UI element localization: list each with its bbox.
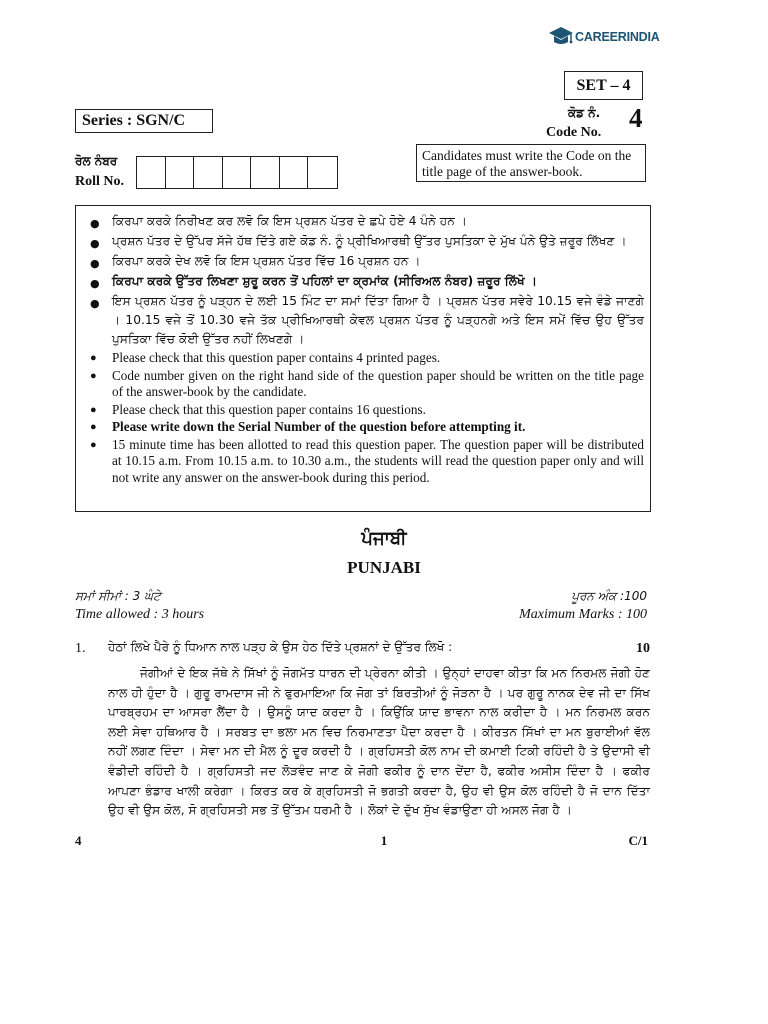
roll-label-punjabi: ਰੋਲ ਨੰਬਰ xyxy=(75,154,118,168)
instruction-item: ● 15 minute time has been allotted to read this question paper. The question paper will be distributed at 10.15 a.m. From 10.15 a.m. to 10.30 a.m., the students will read the question paper only and will not write any answer on the answer-book during this period. xyxy=(86,437,644,487)
logo-text: CAREERINDIA xyxy=(575,30,660,44)
page-number: 1 xyxy=(380,833,388,848)
roll-cell[interactable] xyxy=(308,157,337,188)
instruction-item: ● Please check that this question paper contains 16 questions. xyxy=(86,402,644,419)
instruction-item: ● ਪ੍ਰਸ਼ਨ ਪੱਤਰ ਦੇ ਉੱਪਰ ਸੱਜੇ ਹੱਥ ਦਿੱਤੇ ਗਏ ਕੋਡ ਨੰ. ਨੂੰ ਪ੍ਰੀਖਿਆਰਥੀ ਉੱਤਰ ਪੁਸਤਿਕਾ ਦੇ ਮੁੱਖ ਪੰਨੇ ਉਤੇ ਜ਼ਰੂਰ ਲਿੱਖਣ । xyxy=(86,232,644,251)
careerindia-logo xyxy=(548,24,662,50)
roll-cell[interactable] xyxy=(280,157,309,188)
roll-cell[interactable] xyxy=(137,157,166,188)
roll-cell[interactable] xyxy=(251,157,280,188)
instructions-list xyxy=(86,212,644,486)
instruction-item: ● ਇਸ ਪ੍ਰਸ਼ਨ ਪੱਤਰ ਨੂੰ ਪੜ੍ਹਨ ਦੇ ਲਈ 15 ਮਿੰਟ ਦਾ ਸਮਾਂ ਦਿੱਤਾ ਗਿਆ ਹੈ । ਪ੍ਰਸ਼ਨ ਪੱਤਰ ਸਵੇਰੇ 10.15 ਵਜੇ ਵੰਡੇ ਜਾਣਗੇ । 10.15 ਵਜੇ ਤੋਂ 10.30 ਵਜੇ ਤੱਕ ਪ੍ਰੀਖਿਆਰਥੀ ਕੇਵਲ ਪ੍ਰਸ਼ਨ ਪੱਤਰ ਨੂੰ ਪੜ੍ਹਨਗੇ ਅਤੇ ਇਸ ਸਮੇਂ ਵਿੱਚ ਉਹ ਉੱਤਰ ਪੁਸਤਿਕਾ ਵਿੱਚ ਕੋਈ ਉੱਤਰ ਨਹੀਂ ਲਿਖਣਗੇ । xyxy=(86,292,644,349)
instruction-item: ● Code number given on the right hand side of the question paper should be written on the title page of the answer-book by the candidate. xyxy=(86,368,644,401)
candidates-note: Candidates must write the Code on the title page of the answer-book. xyxy=(416,144,646,182)
roll-number-boxes[interactable] xyxy=(136,156,338,189)
max-marks-punjabi: ਪੂਰਨ ਅੰਕ :100 xyxy=(571,589,647,603)
time-allowed-punjabi: ਸਮਾਂ ਸੀਮਾਂ : 3 ਘੰਟੇ xyxy=(75,589,161,603)
instruction-item: ● ਕਿਰਪਾ ਕਰਕੇ ਨਿਰੀਖਣ ਕਰ ਲਵੋ ਕਿ ਇਸ ਪ੍ਰਸ਼ਨ ਪੱਤਰ ਦੇ ਛਪੇ ਹੋਏ 4 ਪੰਨੇ ਹਨ । xyxy=(86,212,644,231)
set-label: SET – 4 xyxy=(564,71,643,100)
subject-title: PUNJABI xyxy=(347,558,421,577)
subject-title-punjabi: ਪੰਜਾਬੀ xyxy=(361,528,407,549)
instruction-item: ● Please check that this question paper contains 4 printed pages. xyxy=(86,350,644,367)
footer-left: 4 xyxy=(75,833,82,848)
question-text: ਹੇਠਾਂ ਲਿਖੇ ਪੈਰੇ ਨੂੰ ਧਿਆਨ ਨਾਲ ਪੜ੍ਹ ਕੇ ਉਸ ਹੇਠ ਦਿੱਤੇ ਪ੍ਰਸ਼ਨਾਂ ਦੇ ਉੱਤਰ ਲਿਖੋ : xyxy=(108,640,453,654)
roll-label: Roll No. xyxy=(75,174,124,189)
max-marks: Maximum Marks : 100 xyxy=(519,607,647,622)
instructions-box xyxy=(75,205,651,512)
series-label: Series : SGN/C xyxy=(75,109,213,133)
question-marks: 10 xyxy=(636,641,650,656)
code-label: Code No. xyxy=(546,125,602,140)
instruction-item: ● ਕਿਰਪਾ ਕਰਕੇ ਉੱਤਰ ਲਿਖਣਾ ਸ਼ੁਰੂ ਕਰਨ ਤੋਂ ਪਹਿਲਾਂ ਦਾ ਕ੍ਰਮਾਂਕ (ਸੀਰਿਅਲ ਨੰਬਰ) ਜ਼ਰੂਰ ਲਿੱਖੋ । xyxy=(86,272,644,291)
question-number: 1. xyxy=(75,641,86,656)
roll-cell[interactable] xyxy=(223,157,252,188)
code-number: 4 xyxy=(629,103,643,133)
question-passage: ਜੋਗੀਆਂ ਦੇ ਇਕ ਜੱਥੇ ਨੇ ਸਿੱਖਾਂ ਨੂੰ ਜੋਗਮੱਤ ਧਾਰਨ ਦੀ ਪ੍ਰੇਰਨਾ ਕੀਤੀ । ਉਨ੍ਹਾਂ ਦਾਹਵਾ ਕੀਤਾ ਕਿ ਮਨ ਨਿਰਮਲ ਜੋਗੀ ਹੋਣ ਨਾਲ ਹੀ ਹੁੰਦਾ ਹੈ । ਗੁਰੂ ਰਾਮਦਾਸ ਜੀ ਨੇ ਫੁਰਮਾਇਆ ਕਿ ਜੋਗ ਤਾਂ ਬਿਰਤੀਆਂ ਨੂੰ ਜੋੜਨਾ ਹੈ । ਪਰ ਗੁਰੂ ਨਾਨਕ ਦੇਵ ਜੀ ਦਾ ਸਿੱਖ ਪਾਰਬ੍ਰਹਮ ਦਾ ਆਸਰਾ ਲੈਂਦਾ ਹੈ । ਉਸਨੂੰ ਯਾਦ ਕਰਦਾ ਹੈ । ਕਿਉਂਕਿ ਯਾਦ ਭਾਵਨਾ ਨਾਲ ਕਰੀਦਾ ਹੈ । ਮਨ ਨਿਰਮਲ ਕਰਨ ਲਈ ਸੇਵਾ ਹਥਿਆਰ ਹੈ । ਸਰਬਤ ਦਾ ਭਲਾ ਮਨ ਵਿਚ ਨਿਰਮਾਣਤਾ ਪੈਦਾ ਕਰਦਾ ਹੈ । ਕੀਰਤਨ ਸਿੱਖਾਂ ਦਾ ਮਨ ਬੁਰਾਈਆਂ ਵੱਲ ਨਹੀਂ ਲਗਣ ਦਿੰਦਾ । ਸੇਵਾ ਮਨ ਦੀ ਮੈਲ ਨੂੰ ਦੂਰ ਕਰਦੀ ਹੈ । ਗ੍ਰਹਿਸਤੀ ਕੋਲ ਨਾਮ ਦੀ ਕਮਾਈ ਟਿਕੀ ਰਹਿੰਦੀ ਹੈ ਤੇ ਉਦਾਸੀ ਵੀ ਵੰਡੀਦੀ ਰਹਿੰਦੀ ਹੈ । ਗ੍ਰਹਿਸਤੀ ਜਦ ਲੋੜਵੰਦ ਜਾਣ ਕੇ ਜੋਗੀ ਫਕੀਰ ਨੂੰ ਦਾਨ ਦੇਂਦਾ ਹੈ, ਫਕੀਰ ਅਸੀਸ ਦਿੰਦਾ ਹੈ । ਫਕੀਰ ਆਪਣਾ ਭੰਡਾਰ ਖਾਲੀ ਕਰੇਗਾ । ਕਿਰਤ ਕਰ ਕੇ ਗ੍ਰਹਿਸਤੀ ਜੋ ਭਗਤੀ ਕਰਦਾ ਹੈ, ਉਹ ਵੀ ਉਸ ਕੋਲ ਰਹਿੰਦੀ ਹੈ ਜੋ ਦਾਨ ਦਿੱਤਾ ਉਹ ਵੀ ਉਸ ਕੋਲ, ਸੋ ਗ੍ਰਹਿਸਤੀ ਸਭ ਤੋਂ ਉੱਤਮ ਧਰਮੀ ਹੈ । ਲੋਕਾਂ ਦੇ ਦੁੱਖ ਸੁੱਖ ਵੰਡਾਉਣਾ ਹੀ ਅਸਲ ਜੋਗ ਹੈ । xyxy=(108,666,650,818)
instruction-item: ● ਕਿਰਪਾ ਕਰਕੇ ਦੇਖ ਲਵੋ ਕਿ ਇਸ ਪ੍ਰਸ਼ਨ ਪੱਤਰ ਵਿੱਚ 16 ਪ੍ਰਸ਼ਨ ਹਨ । xyxy=(86,252,644,271)
instruction-item: ● Please write down the Serial Number of the question before attempting it. xyxy=(86,419,644,436)
roll-cell[interactable] xyxy=(194,157,223,188)
code-label-punjabi: ਕੋਡ ਨੰ. xyxy=(568,106,601,120)
roll-cell[interactable] xyxy=(166,157,195,188)
graduation-cap-icon xyxy=(548,25,574,49)
footer-right: C/1 xyxy=(628,833,648,848)
time-allowed: Time allowed : 3 hours xyxy=(75,607,205,622)
